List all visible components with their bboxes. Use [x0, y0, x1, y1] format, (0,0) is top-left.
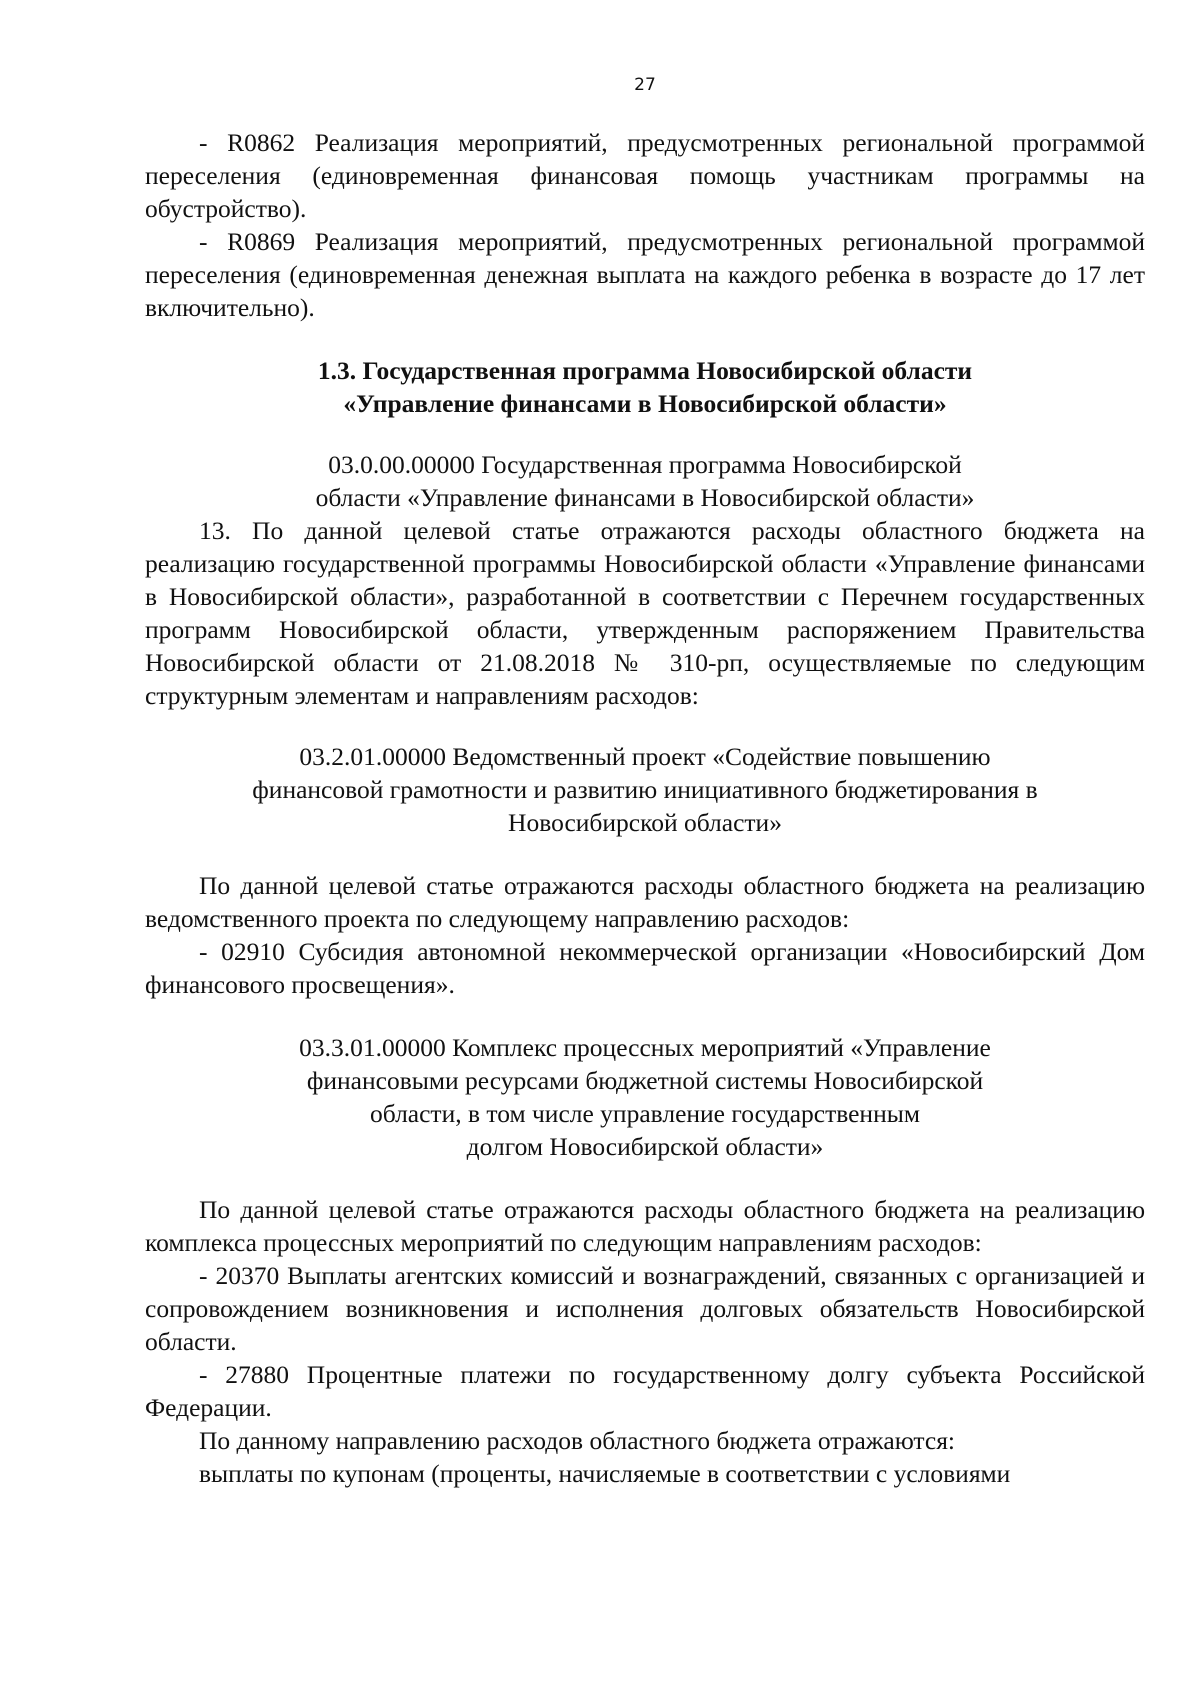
paragraph-02910: - 02910 Субсидия автономной некоммерческой организации «Новосибирский Дом финансового просвещения».	[145, 937, 1145, 999]
paragraph-13: 13. По данной целевой статье отражаются расходы областного бюджета на реализацию государственной программы Новосибирской области «Управление финансами в Новосибирской области», разработанной в соответствии с Перечнем государственных программ Новосибирской области, утвержденным распоряжением Правительства Новосибирской области от 21.08.2018 № 310-рп, осуществляемые по следующим структурным элементам и направлениям расходов:	[145, 516, 1145, 710]
paragraph-vyplaty-po-kuponam: выплаты по купонам (проценты, начисляемые в соответствии с условиями	[199, 1459, 1011, 1488]
section-heading-line1: 1.3. Государственная программа Новосибирской области	[317, 356, 973, 385]
paragraph-27880: - 27880 Процентные платежи по государственному долгу субъекта Российской Федерации.	[145, 1360, 1145, 1422]
paragraph-kompleks: По данной целевой статье отражаются расходы областного бюджета на реализацию комплекса процессных мероприятий по следующим направлениям расходов:	[145, 1195, 1145, 1257]
article-heading-03-0: 03.0.00.00000 Государственная программа Новосибирской области «Управление финансами в Новосибирской области»	[315, 450, 975, 512]
paragraph-r0869: - R0869 Реализация мероприятий, предусмотренных региональной программой переселения (единовременная денежная выплата на каждого ребенка в возрасте до 17 лет включительно).	[145, 227, 1145, 322]
paragraph-20370: - 20370 Выплаты агентских комиссий и вознаграждений, связанных с организацией и сопровождением возникновения и исполнения долговых обязательств Новосибирской области.	[145, 1261, 1145, 1356]
paragraph-napravlenie: По данному направлению расходов областного бюджета отражаются:	[199, 1426, 956, 1455]
section-heading-line2: «Управление финансами в Новосибирской области»	[343, 389, 947, 418]
document-body	[145, 126, 1145, 1490]
paragraph-vedomstvenny-proekt: По данной целевой статье отражаются расходы областного бюджета на реализацию ведомственного проекта по следующему направлению расходов:	[145, 871, 1145, 933]
page-number: 27	[634, 75, 656, 95]
article-heading-03-3: 03.3.01.00000 Комплекс процессных мероприятий «Управление финансовыми ресурсами бюджетной системы Новосибирской области, в том числе управление государственным долгом Новосибирской области»	[299, 1033, 991, 1161]
article-heading-03-2: 03.2.01.00000 Ведомственный проект «Содействие повышению финансовой грамотности и развитию инициативного бюджетирования в Новосибирской области»	[252, 742, 1038, 837]
paragraph-r0862: - R0862 Реализация мероприятий, предусмотренных региональной программой переселения (единовременная финансовая помощь участникам программы на обустройство).	[145, 128, 1145, 223]
section-heading	[145, 354, 1145, 420]
